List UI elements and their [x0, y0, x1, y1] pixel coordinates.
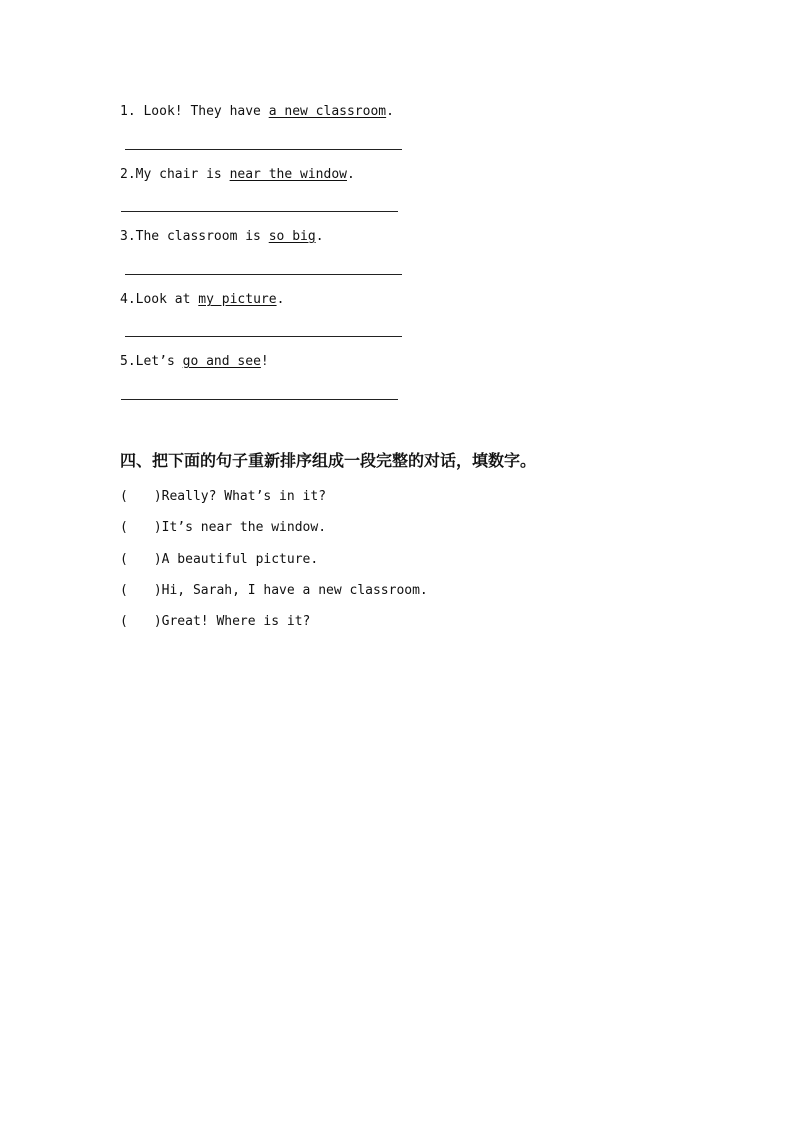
open-paren: ( — [120, 552, 128, 567]
close-paren: ) — [153, 489, 162, 504]
question-1-text: 1. Look! They have — [120, 104, 269, 119]
answer-line-5[interactable] — [121, 399, 398, 400]
question-1-end: . — [386, 104, 394, 119]
question-5-underlined: go and see — [182, 354, 261, 369]
answer-line-4[interactable] — [125, 336, 402, 337]
question-1-underlined: a new classroom — [268, 104, 387, 119]
question-5-end: ! — [260, 354, 269, 369]
close-paren: ) — [153, 583, 162, 598]
question-2 — [120, 167, 355, 183]
question-3-text: 3.The classroom is — [120, 229, 269, 244]
order-item-1-text: Really? What’s in it? — [161, 489, 327, 504]
order-item-3 — [120, 552, 318, 568]
order-item-2 — [120, 520, 326, 536]
close-paren: ) — [153, 552, 162, 567]
question-2-underlined: near the window — [229, 167, 347, 182]
answer-line-3[interactable] — [125, 274, 402, 275]
question-2-text: 2.My chair is — [120, 167, 230, 182]
section-4-heading: 四、把下面的句子重新排序组成一段完整的对话，填数字。 — [120, 451, 537, 470]
question-4 — [120, 292, 284, 308]
question-3-underlined: so big — [268, 229, 316, 244]
question-5 — [120, 354, 269, 370]
answer-line-1[interactable] — [125, 149, 402, 150]
answer-line-2[interactable] — [121, 211, 398, 212]
question-3 — [120, 229, 324, 245]
order-item-2-text: It’s near the window. — [161, 520, 327, 535]
open-paren: ( — [120, 489, 128, 504]
question-2-end: . — [346, 167, 355, 182]
question-4-text: 4.Look at — [120, 292, 199, 307]
order-item-4 — [120, 583, 428, 599]
order-item-1 — [120, 489, 326, 505]
close-paren: ) — [153, 520, 162, 535]
question-4-underlined: my picture — [198, 292, 277, 307]
open-paren: ( — [120, 520, 128, 535]
close-paren: ) — [153, 614, 162, 629]
order-item-5 — [120, 614, 310, 630]
question-1 — [120, 104, 394, 120]
open-paren: ( — [120, 583, 128, 598]
question-5-text: 5.Let’s — [120, 354, 183, 369]
open-paren: ( — [120, 614, 128, 629]
order-item-4-text: Hi, Sarah, I have a new classroom. — [161, 583, 428, 598]
order-item-5-text: Great! Where is it? — [161, 614, 311, 629]
question-4-end: . — [276, 292, 285, 307]
order-item-3-text: A beautiful picture. — [161, 552, 319, 567]
question-3-end: . — [315, 229, 324, 244]
